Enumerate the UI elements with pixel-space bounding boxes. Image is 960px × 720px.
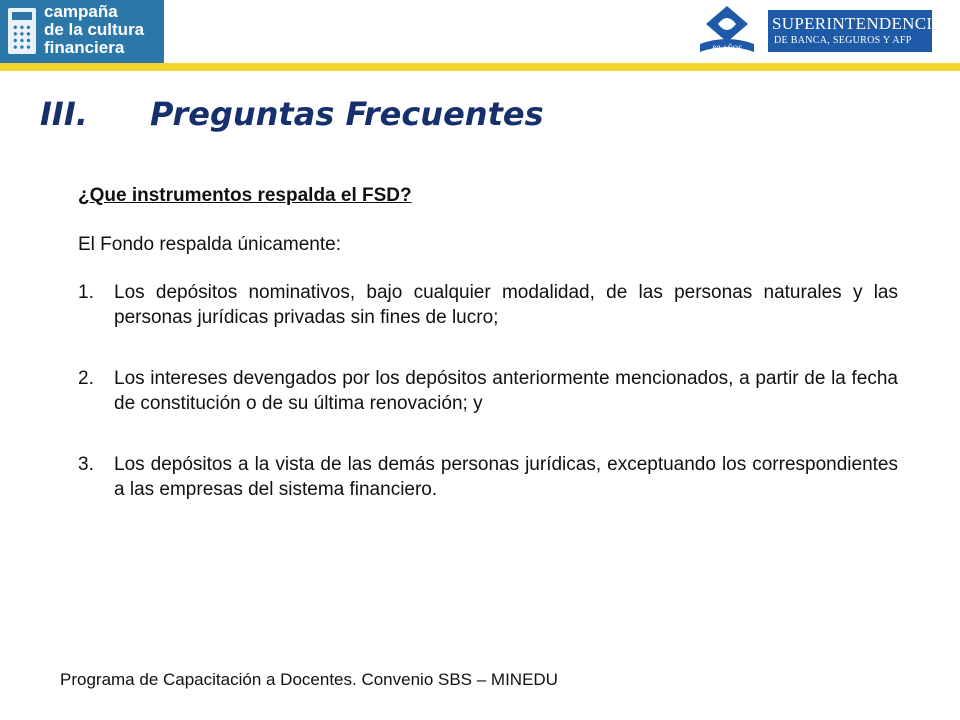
header-band bbox=[0, 0, 960, 64]
header-yellow-rule bbox=[0, 63, 960, 71]
list-item bbox=[78, 452, 898, 502]
sbs-subtitle: DE BANCA, SEGUROS Y AFP bbox=[774, 35, 912, 46]
list-item-text: Los depósitos a la vista de las demás personas jurídicas, exceptuando los correspondientes a las empresas del sistema financiero. bbox=[114, 454, 898, 500]
badge-text: 80 AÑOS bbox=[712, 44, 742, 53]
list-item-number: 2. bbox=[78, 368, 94, 389]
answer-list bbox=[78, 280, 898, 502]
sbs-logo bbox=[684, 4, 945, 60]
list-item-number: 1. bbox=[78, 282, 94, 303]
header-divider bbox=[164, 0, 168, 64]
list-item-text: Los depósitos nominativos, bajo cualquier modalidad, de las personas naturales y las personas jurídicas privadas sin fines de lucro; bbox=[114, 282, 898, 328]
list-item-text: Los intereses devengados por los depósitos anteriormente mencionados, a partir de la fecha de constitución o de su última renovación; y bbox=[114, 368, 898, 414]
answer-intro: El Fondo respalda únicamente: bbox=[78, 234, 341, 255]
slide-footer: Programa de Capacitación a Docentes. Convenio SBS – MINEDU bbox=[60, 670, 558, 689]
logo-line-3: financiera bbox=[44, 38, 125, 57]
slide-body bbox=[78, 183, 898, 538]
logo-line-2: de la cultura bbox=[44, 20, 145, 39]
logo-line-1: campaña bbox=[44, 2, 118, 21]
section-number: III. bbox=[40, 95, 88, 133]
list-item-number: 3. bbox=[78, 454, 94, 475]
sbs-name: SUPERINTENDENCIA bbox=[772, 14, 945, 33]
superintendencia-wordmark bbox=[768, 10, 945, 52]
campana-cultura-financiera-logo bbox=[0, 0, 168, 64]
sbs-80-anos-emblem-icon bbox=[698, 4, 756, 56]
list-item bbox=[78, 280, 898, 330]
section-title: Preguntas Frecuentes bbox=[150, 95, 544, 133]
list-item bbox=[78, 366, 898, 416]
faq-question: ¿Que instrumentos respalda el FSD? bbox=[78, 185, 412, 206]
calculator-icon bbox=[8, 8, 36, 54]
campaign-logo-text bbox=[44, 3, 144, 57]
slide-title bbox=[40, 95, 544, 133]
